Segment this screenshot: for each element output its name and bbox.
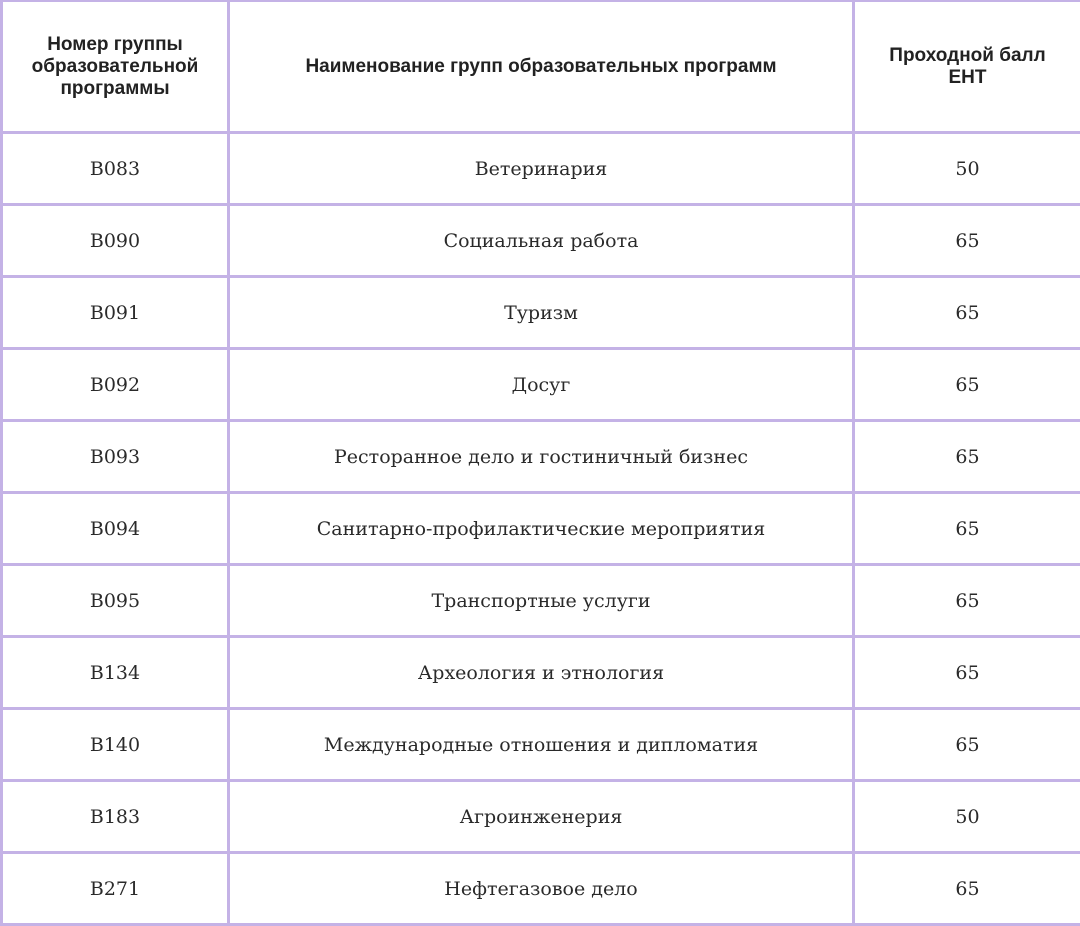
row-name: Досуг — [229, 349, 854, 421]
table-row — [2, 781, 1080, 853]
row-code: B095 — [2, 565, 229, 637]
row-code: B090 — [2, 205, 229, 277]
row-name: Транспортные услуги — [229, 565, 854, 637]
table-row — [2, 133, 1080, 205]
row-code: B094 — [2, 493, 229, 565]
row-name: Санитарно-профилактические мероприятия — [229, 493, 854, 565]
table-row — [2, 205, 1080, 277]
table-header-row — [2, 1, 1080, 133]
table-row — [2, 637, 1080, 709]
row-name: Туризм — [229, 277, 854, 349]
row-name: Ресторанное дело и гостиничный бизнес — [229, 421, 854, 493]
row-name: Археология и этнология — [229, 637, 854, 709]
row-score: 50 — [854, 133, 1080, 205]
row-code: B092 — [2, 349, 229, 421]
table-row — [2, 853, 1080, 925]
row-score: 65 — [854, 709, 1080, 781]
row-score: 65 — [854, 565, 1080, 637]
row-code: B091 — [2, 277, 229, 349]
row-score: 65 — [854, 205, 1080, 277]
table-row — [2, 421, 1080, 493]
row-name: Агроинженерия — [229, 781, 854, 853]
row-score: 50 — [854, 781, 1080, 853]
row-code: B183 — [2, 781, 229, 853]
row-code: B093 — [2, 421, 229, 493]
row-score: 65 — [854, 349, 1080, 421]
header-program-group-name: Наименование групп образовательных программ — [229, 1, 854, 133]
table-row — [2, 349, 1080, 421]
row-score: 65 — [854, 493, 1080, 565]
header-passing-score: Проходной балл ЕНТ — [854, 1, 1080, 133]
table-row — [2, 493, 1080, 565]
row-name: Социальная работа — [229, 205, 854, 277]
row-code: B271 — [2, 853, 229, 925]
row-code: B140 — [2, 709, 229, 781]
table-row — [2, 277, 1080, 349]
row-name: Нефтегазовое дело — [229, 853, 854, 925]
row-score: 65 — [854, 637, 1080, 709]
row-name: Международные отношения и дипломатия — [229, 709, 854, 781]
table-row — [2, 565, 1080, 637]
row-code: B134 — [2, 637, 229, 709]
table-row — [2, 709, 1080, 781]
row-score: 65 — [854, 277, 1080, 349]
row-code: B083 — [2, 133, 229, 205]
row-score: 65 — [854, 421, 1080, 493]
header-program-group-code: Номер группы образовательной программы — [2, 1, 229, 133]
row-score: 65 — [854, 853, 1080, 925]
row-name: Ветеринария — [229, 133, 854, 205]
